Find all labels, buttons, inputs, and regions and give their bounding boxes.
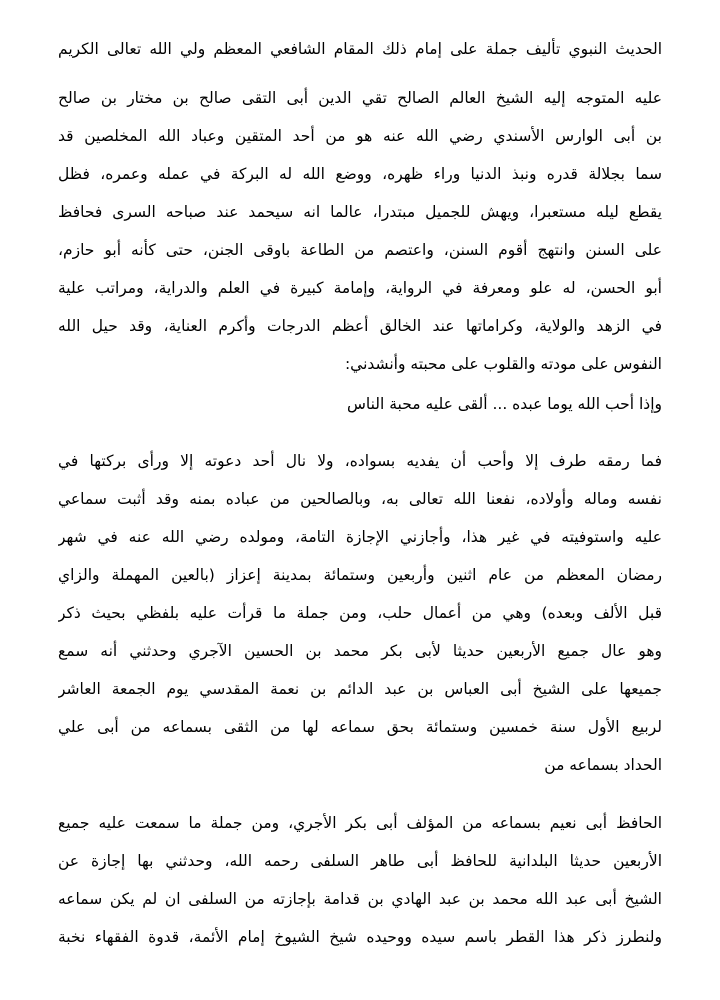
text-line: وهو عال جميع الأربعين حديثا لأبى بكر محمد بن الحسين الآجري وحدثني أنه سمع bbox=[58, 642, 662, 660]
text-line: بن أبى الوارس الأسندي رضي الله عنه هو من أحد المتقين وعباد الله المخلصين قد bbox=[58, 127, 662, 145]
text-line: الحافظ أبى نعيم بسماعه من المؤلف أبى بكر الأجري، ومن جملة ما سمعت عليه جميع bbox=[58, 814, 662, 832]
text-line: الحديث النبوي تأليف جملة على إمام ذلك المقام الشافعي المعظم ولي الله تعالى الكريم bbox=[58, 40, 662, 58]
text-line: رمضان المعظم من عام اثنين وأربعين وستمائة بمدينة إعزاز (بالعين المهملة والزاي bbox=[58, 566, 662, 584]
text-line: الحداد بسماعه من bbox=[544, 756, 662, 774]
text-line: سما بجلالة قدره ونبذ الدنيا وراء ظهره، ووضع الله له البركة في عمله وعمره، فظل bbox=[58, 165, 662, 183]
text-line: فما رمقه طرف إلا وأحب أن يفديه بسواده، ولا نال أحد دعوته إلا ورأى بركتها في bbox=[58, 452, 662, 470]
text-line: النفوس على مودته والقلوب على محبته وأنشدني: bbox=[344, 355, 662, 373]
text-line: عليه المتوجه إليه الشيخ العالم الصالح تقي الدين أبى التقى صالح بن مختار بن صالح bbox=[58, 89, 662, 107]
text-line: ولنطرز ذكر هذا القطر باسم سيده ووحيده شيخ الشيوخ إمام الأئمة، قدوة الفقهاء نخبة bbox=[58, 928, 662, 946]
text-line: جميعها على الشيخ أبى العباس بن عبد الدائم بن نعمة المقدسي يوم الجمعة العاشر bbox=[58, 680, 662, 698]
text-line: قبل الألف وبعده) وهي من أعمال حلب، ومن جملة ما قرأت عليه بلفظي بحيث ذكر bbox=[58, 604, 662, 622]
text-line: الأربعين حديثا البلدانية للحافظ أبى طاهر السلفى رحمه الله، وحدثني بها إجازة عن bbox=[58, 852, 662, 870]
text-line: الشيخ أبى عبد الله محمد بن عبد الهادي بن قدامة بإجازته من السلفى ان لم يكن سماعه bbox=[58, 890, 662, 908]
verse-line: وإذا أحب الله يوما عبده ... ألقى عليه محبة الناس bbox=[346, 395, 662, 413]
text-line: نفسه وماله وأولاده، نفعنا الله تعالى به، وبالصالحين من عباده بمنه وقد أثبت سماعي bbox=[58, 490, 662, 508]
text-line: أبو الحسن، له علو ومعرفة في الرواية، وإمامة كبيرة في العلم والدراية، ومراتب علية bbox=[58, 279, 662, 297]
text-line: على السنن وانتهج أقوم السنن، واعتصم من الطاعة باوقى الجنن، حتى كأنه أبو حازم، bbox=[58, 241, 662, 259]
text-line: يقطع ليله مستعبرا، ويهش للجميل مبتدرا، عالما انه سيحمد عند صباحه السرى فحافظ bbox=[58, 203, 662, 221]
text-line: لربيع الأول سنة خمسين وستمائة بحق سماعه لها من الثقى بسماعه من أبى علي bbox=[58, 718, 662, 736]
text-line: في الزهد والولاية، وكراماتها عند الخالق أعظم الدرجات وأكرم العناية، وقد حيل الله bbox=[58, 317, 662, 335]
text-line: عليه واستوفيته في غير هذا، وأجازني الإجازة التامة، ومولده رضي الله عنه في شهر bbox=[58, 528, 662, 546]
